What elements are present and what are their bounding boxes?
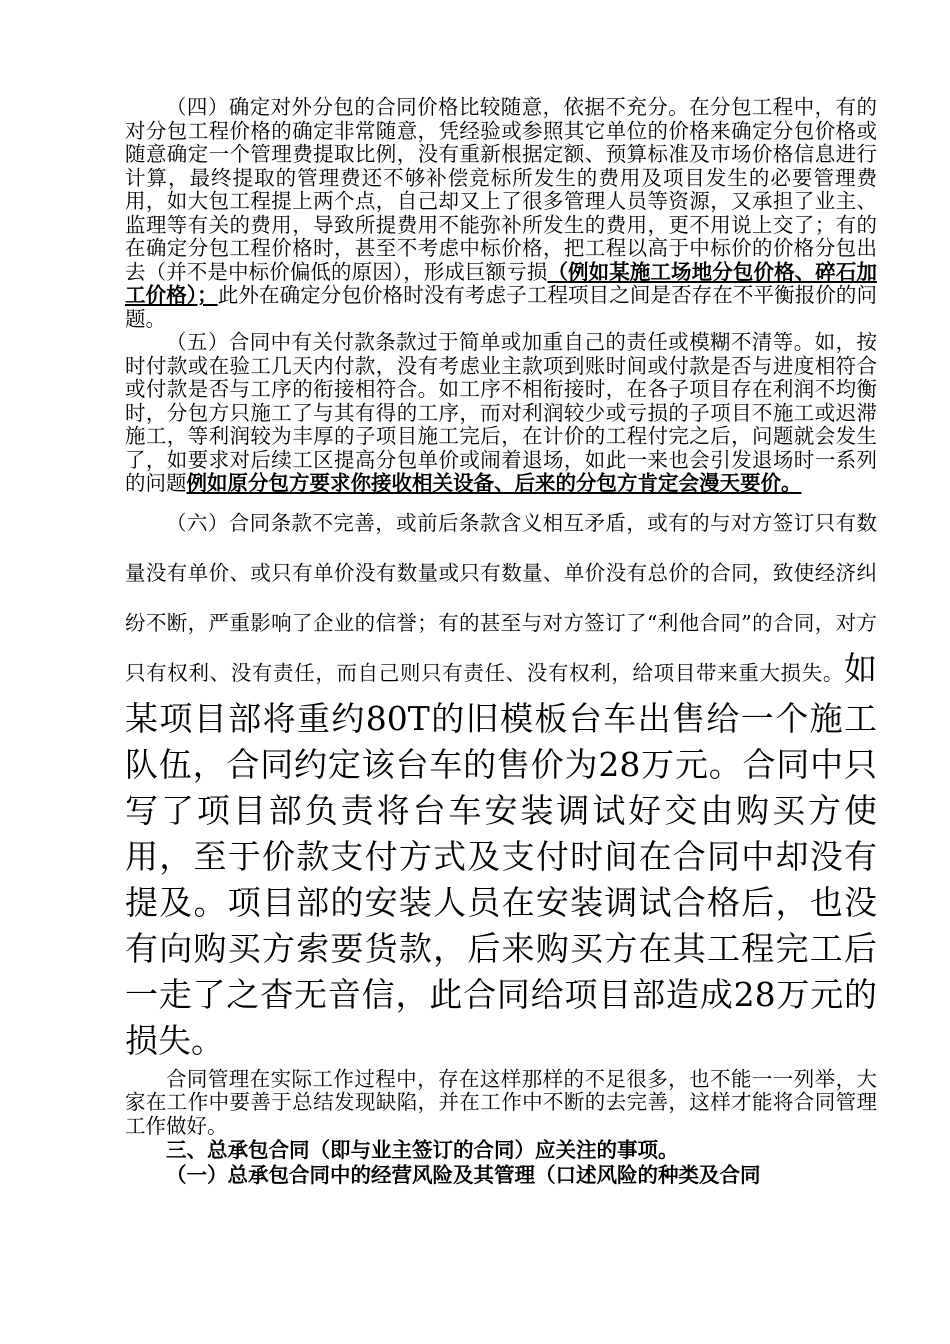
subsection-1-heading: （一）总承包合同中的经营风险及其管理（口述风险的种类及合同 (166, 1163, 761, 1187)
document-body (125, 96, 877, 1188)
paragraph-4-emphasis: （例如某施工场地分包价格、碎石加工价格）； (125, 259, 877, 307)
section-3-heading: 三、总承包合同（即与业主签订的合同）应关注的事项。 (166, 1138, 679, 1162)
paragraph-6-example: 如某项目部将重约80T的旧模板台车出售给一个施工队伍，合同约定该台车的售价为28万元。合同中只写了项目部负责将台车安装调试好交由购买方使用，至于价款支付方式及支付时间在合同中却没有提及。项目部的安装人员在安装调试合格后，也没有向购买方索要货款，后来购买方在其工程完工后一走了之杳无音信，此合同给项目部造成28万元的损失。 (125, 648, 877, 1060)
paragraph-4-tail: 此外在确定分包价格时没有考虑子工程项目之间是否存在不平衡报价的问题。 (125, 283, 878, 331)
paragraph-5-emphasis: 例如原分包方要求你接收相关设备、后来的分包方肯定会漫天要价。 (186, 471, 802, 495)
paragraph-5 (125, 331, 877, 496)
paragraph-7: 合同管理在实际工作过程中，存在这样那样的不足很多，也不能一一列举，大家在工作中要善于总结发现缺陷，并在工作中不断的去完善，这样才能将合同管理工作做好。 (125, 1066, 877, 1138)
paragraph-6 (125, 496, 877, 1064)
paragraph-5-text: （五）合同中有关付款条款过于简单或加重自己的责任或模糊不清等。如，按时付款或在验工几天内付款，没有考虑业主款项到账时间或付款是否与进度相符合或付款是否与工序的衔接相符合。如工序不相衔接时，在各子项目存在利润不均衡时，分包方只施工了与其有得的工序，而对利润较少或亏损的子项目不施工或迟滞施工，等利润较为丰厚的子项目施工完后，在计价的工程付完之后，问题就会发生了，如要求对后续工区提高分包单价或闹着退场，如此一来也会引发退场时一系列的问题 (125, 330, 877, 495)
paragraph-4 (125, 96, 877, 331)
paragraph-4-text: （四）确定对外分包的合同价格比较随意，依据不充分。在分包工程中，有的对分包工程价格的确定非常随意，凭经验或参照其它单位的价格来确定分包价格或随意确定一个管理费提取比例，没有重新根据定额、预算标准及市场价格信息进行计算，最终提取的管理费还不够补偿竞标所发生的费用及项目发生的必要管理费用，如大包工程提上两个点，自己却又上了很多管理人员等资源，又承担了业主、监理等有关的费用，导致所提费用不能弥补所发生的费用，更不用说上交了；有的在确定分包工程价格时，甚至不考虑中标价格，把工程以高于中标价的价格分包出去（并不是中标价偏低的原因），形成巨额亏损 (125, 95, 877, 284)
paragraph-6-text: （六）合同条款不完善，或前后条款含义相互矛盾，或有的与对方签订只有数量没有单价、或只有单价没有数量或只有数量、单价没有总价的合同，致使经济纠纷不断，严重影响了企业的信誉；有的甚至与对方签订了“利他合同”的合同，对方只有权利、没有责任，而自己则只有责任、没有权利，给项目带来重大损失。 (125, 510, 877, 685)
